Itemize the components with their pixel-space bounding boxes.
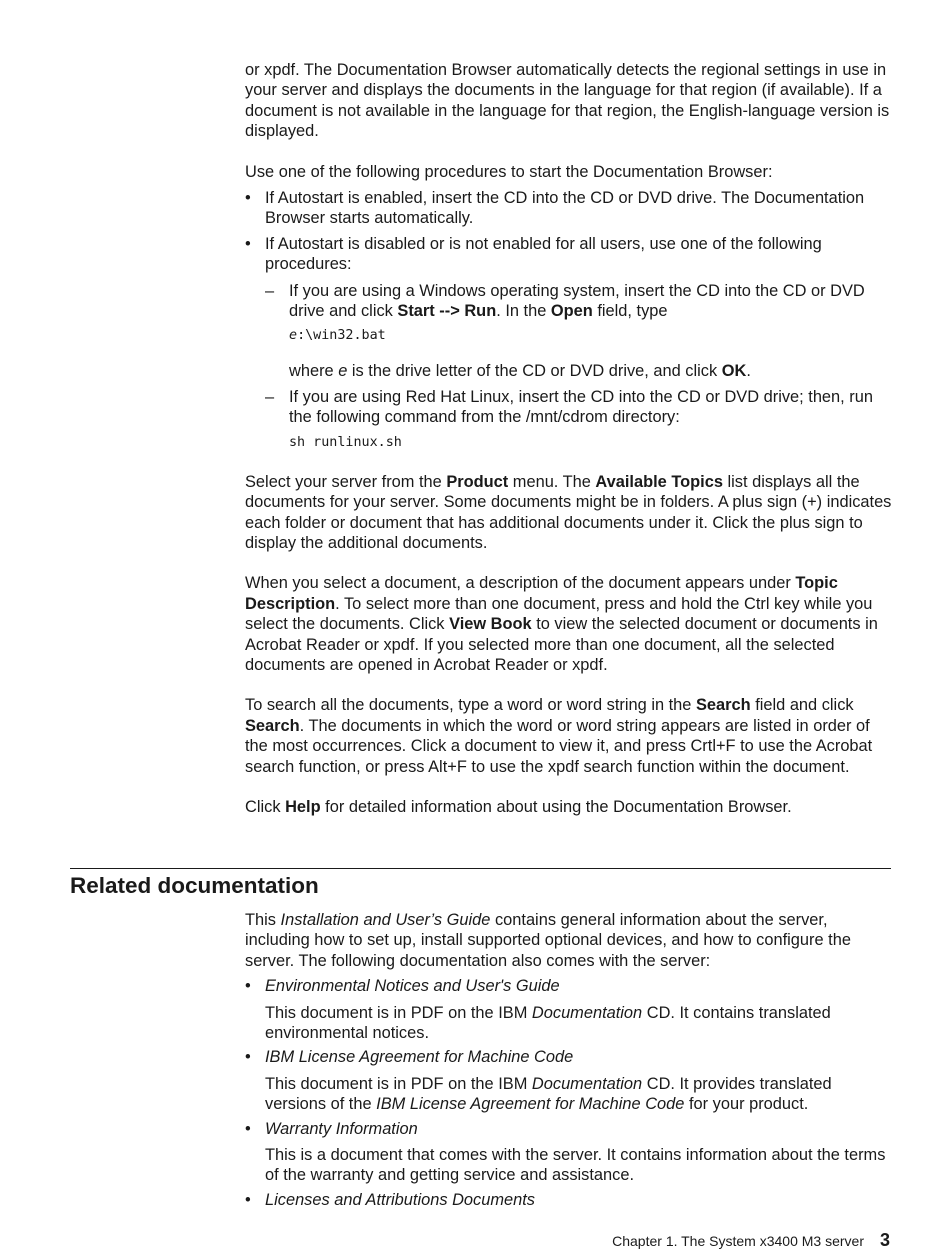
para-text: contains general information about the server, including how to set up, install supported optional devices, and how to configure the server. The following documentation also comes with the server:	[245, 911, 851, 970]
list-item-linux	[265, 387, 895, 452]
related-docs-list	[245, 976, 895, 1210]
desc-text: CD. It contains translated environmental notices.	[265, 1003, 831, 1043]
linux-command: sh runlinux.sh	[289, 434, 402, 450]
doc-title: IBM License Agreement for Machine Code	[265, 1048, 574, 1067]
list-item-windows	[265, 281, 895, 382]
where-text: .	[746, 362, 751, 381]
para-text: list displays all the documents for your server. Some documents might be in folders. A plus sign (+) indicates each folder or document that has additional documents under it. Click the plus sign to display the additional documents.	[245, 472, 892, 552]
guide-title: Installation and User’s Guide	[280, 911, 491, 929]
select-server-paragraph	[245, 472, 895, 554]
desc-italic: IBM License Agreement for Machine Code	[376, 1095, 685, 1114]
doc-description: This is a document that comes with the server. It contains information about the terms of the warranty and getting service and assistance.	[265, 1146, 886, 1185]
view-book-label: View Book	[449, 615, 532, 634]
related-intro	[245, 910, 895, 971]
help-label: Help	[285, 797, 321, 816]
where-text: where	[289, 362, 339, 381]
windows-text: If you are using a Windows operating system, insert the CD into the CD or DVD drive and click	[289, 281, 865, 321]
desc-text: CD. It provides translated versions of the	[265, 1074, 832, 1114]
autostart-disabled-text: If Autostart is disabled or is not enabled for all users, use one of the following procedures:	[265, 234, 822, 274]
where-text: is the drive letter of the CD or DVD drive, and click	[347, 362, 722, 381]
windows-text: . In the	[496, 302, 551, 321]
list-item	[245, 1119, 895, 1186]
available-topics-label: Available Topics	[595, 472, 723, 491]
section-divider	[70, 868, 891, 869]
product-label: Product	[446, 472, 509, 491]
main-body	[245, 60, 895, 837]
para-text: To search all the documents, type a word or word string in the	[245, 696, 696, 715]
desc-italic: Documentation	[531, 1003, 643, 1022]
search-field-label: Search	[695, 696, 751, 715]
doc-title: Licenses and Attributions Documents	[265, 1190, 535, 1209]
procedures-intro: Use one of the following procedures to start the Documentation Browser:	[245, 162, 773, 181]
page-number: 3	[879, 1230, 890, 1250]
list-item	[245, 976, 895, 1043]
desc-text: This document is in PDF on the IBM	[265, 1003, 532, 1022]
desc-text: This document is in PDF on the IBM	[265, 1074, 532, 1093]
doc-description	[265, 1003, 895, 1044]
para-text: . The documents in which the word or word string appears are listed in order of the most occurrences. Click a document to view it, and press Crtl+F to use the Acrobat search function, or press Alt+F to use the xpdf search function within the document.	[245, 716, 873, 776]
search-paragraph	[245, 695, 895, 777]
open-field-label: Open	[550, 302, 593, 321]
doc-title: Warranty Information	[265, 1119, 418, 1138]
list-item	[245, 234, 895, 452]
para-text: for detailed information about using the Documentation Browser.	[320, 797, 792, 816]
drive-letter: e	[289, 328, 298, 344]
select-document-paragraph	[245, 573, 895, 675]
command-text: :\win32.bat	[297, 328, 386, 344]
windows-command	[289, 327, 895, 345]
para-text: to view the selected document or documents in Acrobat Reader or xpdf. If you selected more than one document, all the selected documents are opened in Acrobat Reader or xpdf.	[245, 615, 878, 674]
list-item	[245, 1190, 895, 1210]
page-footer	[612, 1230, 890, 1251]
desc-text: for your product.	[684, 1095, 809, 1114]
para-text: . To select more than one document, press and hold the Ctrl key while you select the documents. Click	[245, 594, 873, 634]
sub-procedures-list	[265, 281, 895, 452]
para-text: This	[245, 911, 281, 929]
doc-description	[265, 1074, 895, 1115]
drive-letter: e	[338, 362, 348, 381]
desc-italic: Documentation	[531, 1074, 643, 1093]
windows-text: field, type	[592, 302, 668, 321]
autostart-enabled-text: If Autostart is enabled, insert the CD into the CD or DVD drive. The Documentation Browser starts automatically.	[265, 189, 865, 228]
windows-where-text	[289, 361, 895, 381]
related-documentation-body	[245, 910, 895, 1214]
search-button-label: Search	[245, 716, 300, 735]
chapter-title: Chapter 1. The System x3400 M3 server	[612, 1233, 864, 1249]
para-text: Click	[245, 797, 286, 816]
para-text: field and click	[750, 696, 854, 715]
section-heading: Related documentation	[70, 873, 319, 898]
doc-title: Environmental Notices and User's Guide	[265, 977, 560, 996]
list-item	[245, 188, 895, 229]
linux-text: If you are using Red Hat Linux, insert the CD into the CD or DVD drive; then, run the following command from the /mnt/cdrom directory:	[289, 387, 873, 427]
para-text: When you select a document, a description of the document appears under	[245, 574, 796, 593]
help-paragraph	[245, 797, 895, 817]
ok-label: OK	[721, 362, 747, 381]
start-run-label: Start --> Run	[397, 302, 497, 321]
topic-description-label: Topic Description	[245, 574, 838, 613]
list-item	[245, 1047, 895, 1114]
intro-paragraph: or xpdf. The Documentation Browser automatically detects the regional settings in use in your server and displays the documents in the language for that region (if available). If a document is not available in the language for that region, the English-language version is displayed.	[245, 61, 890, 141]
para-text: Select your server from the	[245, 472, 447, 491]
start-procedures-list	[245, 188, 895, 452]
para-text: menu. The	[508, 472, 596, 491]
